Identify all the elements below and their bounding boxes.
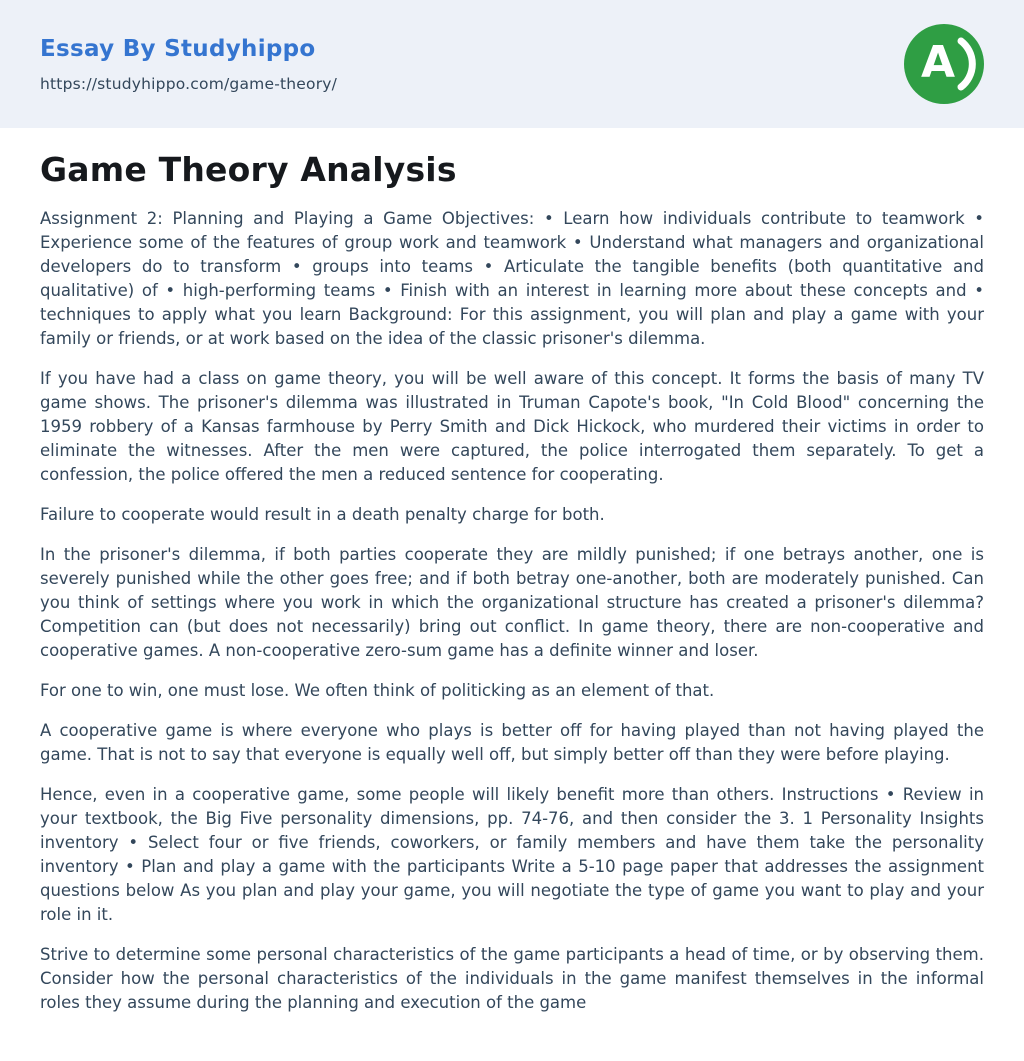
essay-paragraph: Strive to determine some personal characteristics of the game participants a head of time, or by observing them. Consider how the personal characteristics of the individuals in the game manifest themselves in the informal roles they assume during the planning and execution of the game bbox=[40, 945, 984, 1012]
essay-body bbox=[40, 207, 984, 1015]
header-text bbox=[40, 36, 337, 93]
essay-paragraph: If you have had a class on game theory, you will be well aware of this concept. It forms the basis of many TV game shows. The prisoner's dilemma was illustrated in Truman Capote's book, "In Cold Blood" concerning the 1959 robbery of a Kansas farmhouse by Perry Smith and Dick Hickock, who murdered their victims in order to eliminate the witnesses. After the men were captured, the police interrogated them separately. To get a confession, the police offered the men a reduced sentence for cooperating. bbox=[40, 369, 984, 484]
studyhippo-logo-icon bbox=[904, 24, 984, 104]
essay-paragraph: Failure to cooperate would result in a death penalty charge for both. bbox=[40, 505, 605, 524]
logo-letter: A bbox=[920, 37, 956, 88]
essay-content bbox=[0, 150, 1024, 1061]
essay-title: Game Theory Analysis bbox=[40, 150, 457, 189]
essay-paragraph: For one to win, one must lose. We often think of politicking as an element of that. bbox=[40, 681, 715, 700]
logo-arc-icon bbox=[904, 24, 984, 104]
essay-url-link[interactable]: https://studyhippo.com/game-theory/ bbox=[40, 74, 338, 93]
essay-paragraph: In the prisoner's dilemma, if both parties cooperate they are mildly punished; if one betrays another, one is severely punished while the other goes free; and if both betray one-another, both are moderately punished. Can you think of settings where you work in which the organizational structure has created a prisoner's dilemma? Competition can (but does not necessarily) bring out conflict. In game theory, there are non-cooperative and cooperative games. A non-cooperative zero-sum game has a definite winner and loser. bbox=[40, 545, 984, 660]
essay-paragraph: Hence, even in a cooperative game, some people will likely benefit more than others. Instructions • Review in your textbook, the Big Five personality dimensions, pp. 74-76, and then consider the 3. 1 Personality Insights inventory • Select four or five friends, coworkers, or family members and have them take the personality inventory • Plan and play a game with the participants Write a 5-10 page paper that addresses the assignment questions below As you plan and play your game, you will negotiate the type of game you want to play and your role in it. bbox=[40, 785, 984, 924]
essay-paragraph: A cooperative game is where everyone who plays is better off for having played than not having played the game. That is not to say that everyone is equally well off, but simply better off than they were before playing. bbox=[40, 721, 984, 764]
essay-paragraph: Assignment 2: Planning and Playing a Game Objectives: • Learn how individuals contribute to teamwork • Experience some of the features of group work and teamwork • Understand what managers and organizational developers do to transform • groups into teams • Articulate the tangible benefits (both quantitative and qualitative) of • high-performing teams • Finish with an interest in learning more about these concepts and • techniques to apply what you learn Background: For this assignment, you will plan and play a game with your family or friends, or at work based on the idea of the classic prisoner's dilemma. bbox=[40, 209, 984, 348]
site-title: Essay By Studyhippo bbox=[40, 35, 316, 62]
header bbox=[0, 0, 1024, 128]
